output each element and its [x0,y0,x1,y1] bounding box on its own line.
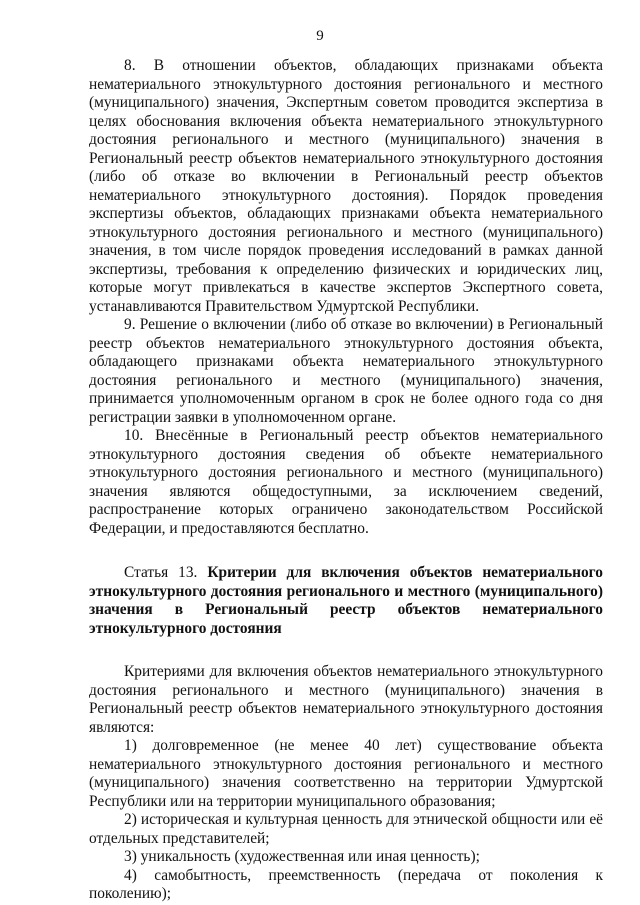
criteria-intro: Критериями для включения объектов нематериального этнокультурного достояния регионального и местного (муниципального) значения в Региональный реестр объектов нематериального этнокультурного достояния являются: [89,663,603,736]
criteria-item-1: 1) долговременное (не менее 40 лет) существование объекта нематериального этнокультурного достояния регионального и местного (муниципального) значения соответственно на территории Удмуртской Республики или на территории муниципального образования; [89,737,603,810]
paragraph-8: 8. В отношении объектов, обладающих признаками объекта нематериального этнокультурного достояния регионального и местного (муниципального) значения, Экспертным советом проводится экспертиза в целях обоснования включения объекта нематериального этнокультурного достояния регионального и местного (муниципального) значения в Региональный реестр объектов нематериального этнокультурного достояния (либо об отказе во включении в Региональный реестр объектов нематериального этнокультурного достояния). Порядок проведения экспертизы объектов, обладающих признаками объекта нематериального этнокультурного достояния регионального и местного (муниципального) значения, в том числе порядок проведения исследований в рамках данной экспертизы, требования к определению физических и юридических лиц, которые могут привлекаться в качестве экспертов Экспертного совета, устанавливаются Правительством Удмуртской Республики. [89,57,603,315]
article-label: Статья 13. [124,564,198,581]
paragraph-10: 10. Внесённые в Региональный реестр объектов нематериального этнокультурного достояния сведения об объекте нематериального этнокультурного достояния регионального и местного (муниципального) значения являются общедоступными, за исключением сведений, распространение которых ограничено законодательством Российской Федерации, и предоставляются бесплатно. [89,427,603,537]
page-number: 9 [316,28,324,44]
paragraph-9: 9. Решение о включении (либо об отказе во включении) в Региональный реестр объектов нематериального этнокультурного достояния объекта, обладающего признаками объекта нематериального этнокультурного достояния регионального и местного (муниципального) значения, принимается уполномоченным органом в срок не более одного года со дня регистрации заявки в уполномоченном органе. [89,316,603,426]
criteria-item-2: 2) историческая и культурная ценность для этнической общности или её отдельных представителей; [89,811,603,847]
criteria-item-4: 4) самобытность, преемственность (передача от поколения к поколению); [89,866,603,902]
document-body [89,57,603,904]
criteria-item-3: 3) уникальность (художественная или иная ценность); [124,848,480,865]
article-title: Критерии для включения объектов нематериального этнокультурного достояния регионального и местного (муниципального) значения в Региональный реестр объектов нематериального этнокультурного достояния [89,564,603,637]
article-heading [89,564,603,638]
